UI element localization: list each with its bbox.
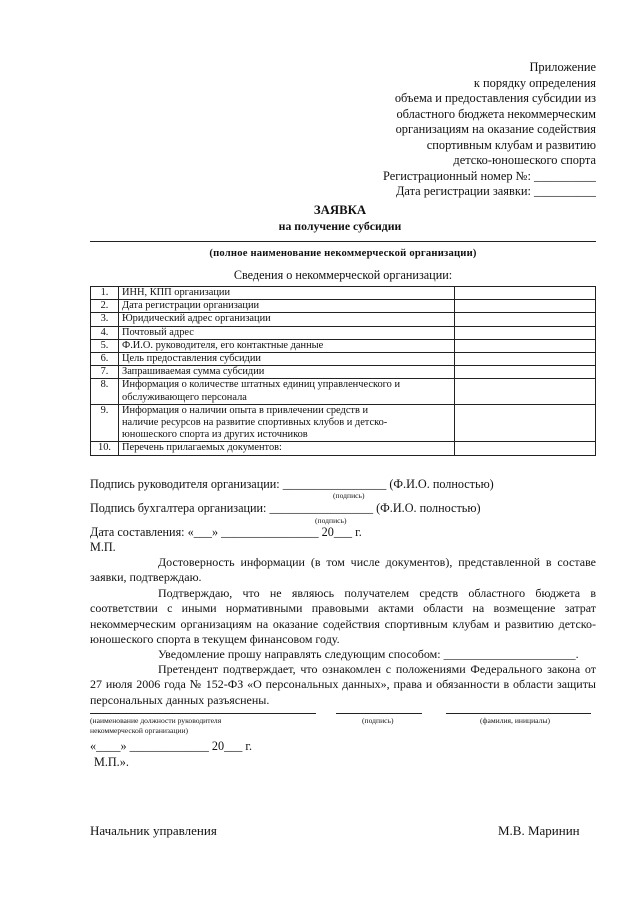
row-number: 8. (91, 379, 119, 404)
table-row (91, 442, 596, 455)
table-row (91, 353, 596, 366)
row-label: Почтовый адрес (119, 326, 455, 339)
row-number: 4. (91, 326, 119, 339)
footer-name: М.В. Маринин (498, 823, 580, 838)
row-number: 9. (91, 404, 119, 442)
table-row (91, 287, 596, 300)
document-subtitle: на получение субсидии (278, 219, 402, 233)
row-label: Юридический адрес организации (119, 313, 455, 326)
row-number: 1. (91, 287, 119, 300)
annex-line-2: к порядку определения (473, 75, 596, 90)
table-row (91, 404, 596, 442)
paragraph-confirm-not-recipient: Подтверждаю, что не являюсь получателем средств областного бюджета в соответствии с иными нормативными правовыми актами области на возмещение затрат некоммерческим организациям на оказание содействия спортивным клубам и развитию детско-юношеского спорта в текущем финансовом году. (90, 586, 596, 646)
table-row (91, 339, 596, 352)
position-caption-2: некоммерческой организации) (90, 726, 189, 735)
compilation-date-line: Дата составления: «___» ________________ 20___ г. (90, 525, 362, 539)
document-title: ЗАЯВКА (313, 203, 367, 217)
row-label-line: обслуживающего персонала (122, 391, 247, 403)
paragraph-confirm-accuracy: Достоверность информации (в том числе документов), представленной в составе заявки, подтверждаю. (90, 555, 596, 585)
row-label-line: наличие ресурсов на развитие спортивных клубов и детско- (122, 417, 388, 429)
position-line (90, 713, 316, 714)
row-label: Цель предоставления субсидии (119, 353, 455, 366)
bottom-date-line: «____» _____________ 20___ г. (90, 739, 253, 753)
row-label: Запрашиваемая сумма субсидии (119, 366, 455, 379)
bottom-stamp-place: М.П.». (94, 755, 129, 769)
row-label: ИНН, КПП организации (119, 287, 455, 300)
annex-line-7: детско-юношеского спорта (453, 153, 596, 167)
org-name-caption: (полное наименование некоммерческой организации) (209, 248, 477, 259)
table-row (91, 326, 596, 339)
paragraph-personal-data: Претендент подтверждает, что ознакомлен с положениями Федерального закона от 27 июля 2006 года № 152-ФЗ «О персональных данных», права и обязанности в области защиты персональных данных разъяснены. (90, 662, 596, 707)
row-value-cell[interactable] (455, 339, 596, 352)
row-label-line: Информация о количестве штатных единиц управленческого и (122, 379, 401, 391)
row-value-cell[interactable] (455, 442, 596, 455)
row-value-cell[interactable] (455, 366, 596, 379)
row-value-cell[interactable] (455, 353, 596, 366)
org-info-table (90, 286, 596, 456)
annex-line-3: объема и предоставления субсидии из (394, 91, 596, 105)
head-signature-caption: (подпись) (333, 491, 365, 500)
row-value-cell[interactable] (455, 287, 596, 300)
row-label (119, 379, 455, 404)
info-table-caption: Сведения о некоммерческой организации: (233, 268, 453, 282)
row-label-line: Информация о наличии опыта в привлечении средств и (122, 404, 369, 416)
table-row (91, 313, 596, 326)
row-label: Ф.И.О. руководителя, его контактные данные (119, 339, 455, 352)
row-label: Перечень прилагаемых документов: (119, 442, 455, 455)
signature-line (336, 713, 422, 714)
row-label: Дата регистрации организации (119, 300, 455, 313)
row-number: 6. (91, 353, 119, 366)
table-row (91, 379, 596, 404)
row-value-cell[interactable] (455, 404, 596, 442)
table-row (91, 366, 596, 379)
registration-number: Регистрационный номер №: __________ (382, 168, 596, 183)
row-number: 7. (91, 366, 119, 379)
row-value-cell[interactable] (455, 300, 596, 313)
row-value-cell[interactable] (455, 379, 596, 404)
row-value-cell[interactable] (455, 313, 596, 326)
annex-line-5: организациям на оказание содействия (395, 122, 596, 136)
footer-position: Начальник управления (90, 823, 217, 838)
position-caption-1: (наименование должности руководителя (90, 716, 222, 725)
annex-line-4: областного бюджета некоммерческим (396, 106, 596, 121)
bottom-signature-caption: (подпись) (362, 716, 394, 725)
head-signature-line: Подпись руководителя организации: _________________ (Ф.И.О. полностью) (90, 477, 494, 491)
accountant-signature-line: Подпись бухгалтера организации: _________________ (Ф.И.О. полностью) (90, 501, 481, 515)
name-line (446, 713, 591, 714)
row-number: 10. (91, 442, 119, 455)
paragraph-notification-method: Уведомление прошу направлять следующим способом: ______________________. (158, 647, 579, 661)
row-label (119, 404, 455, 442)
annex-line-6: спортивным клубам и развитию (426, 137, 596, 152)
row-number: 3. (91, 313, 119, 326)
table-row (91, 300, 596, 313)
bottom-name-caption: (фамилия, инициалы) (480, 716, 551, 725)
row-number: 2. (91, 300, 119, 313)
stamp-place: М.П. (90, 540, 116, 554)
row-number: 5. (91, 339, 119, 352)
row-label-line: юношеского спорта из других источников (122, 429, 308, 441)
accountant-signature-caption: (подпись) (315, 516, 347, 525)
registration-date: Дата регистрации заявки: __________ (395, 184, 596, 198)
row-value-cell[interactable] (455, 326, 596, 339)
org-name-line (90, 241, 596, 242)
annex-line-1: Приложение (529, 60, 596, 74)
